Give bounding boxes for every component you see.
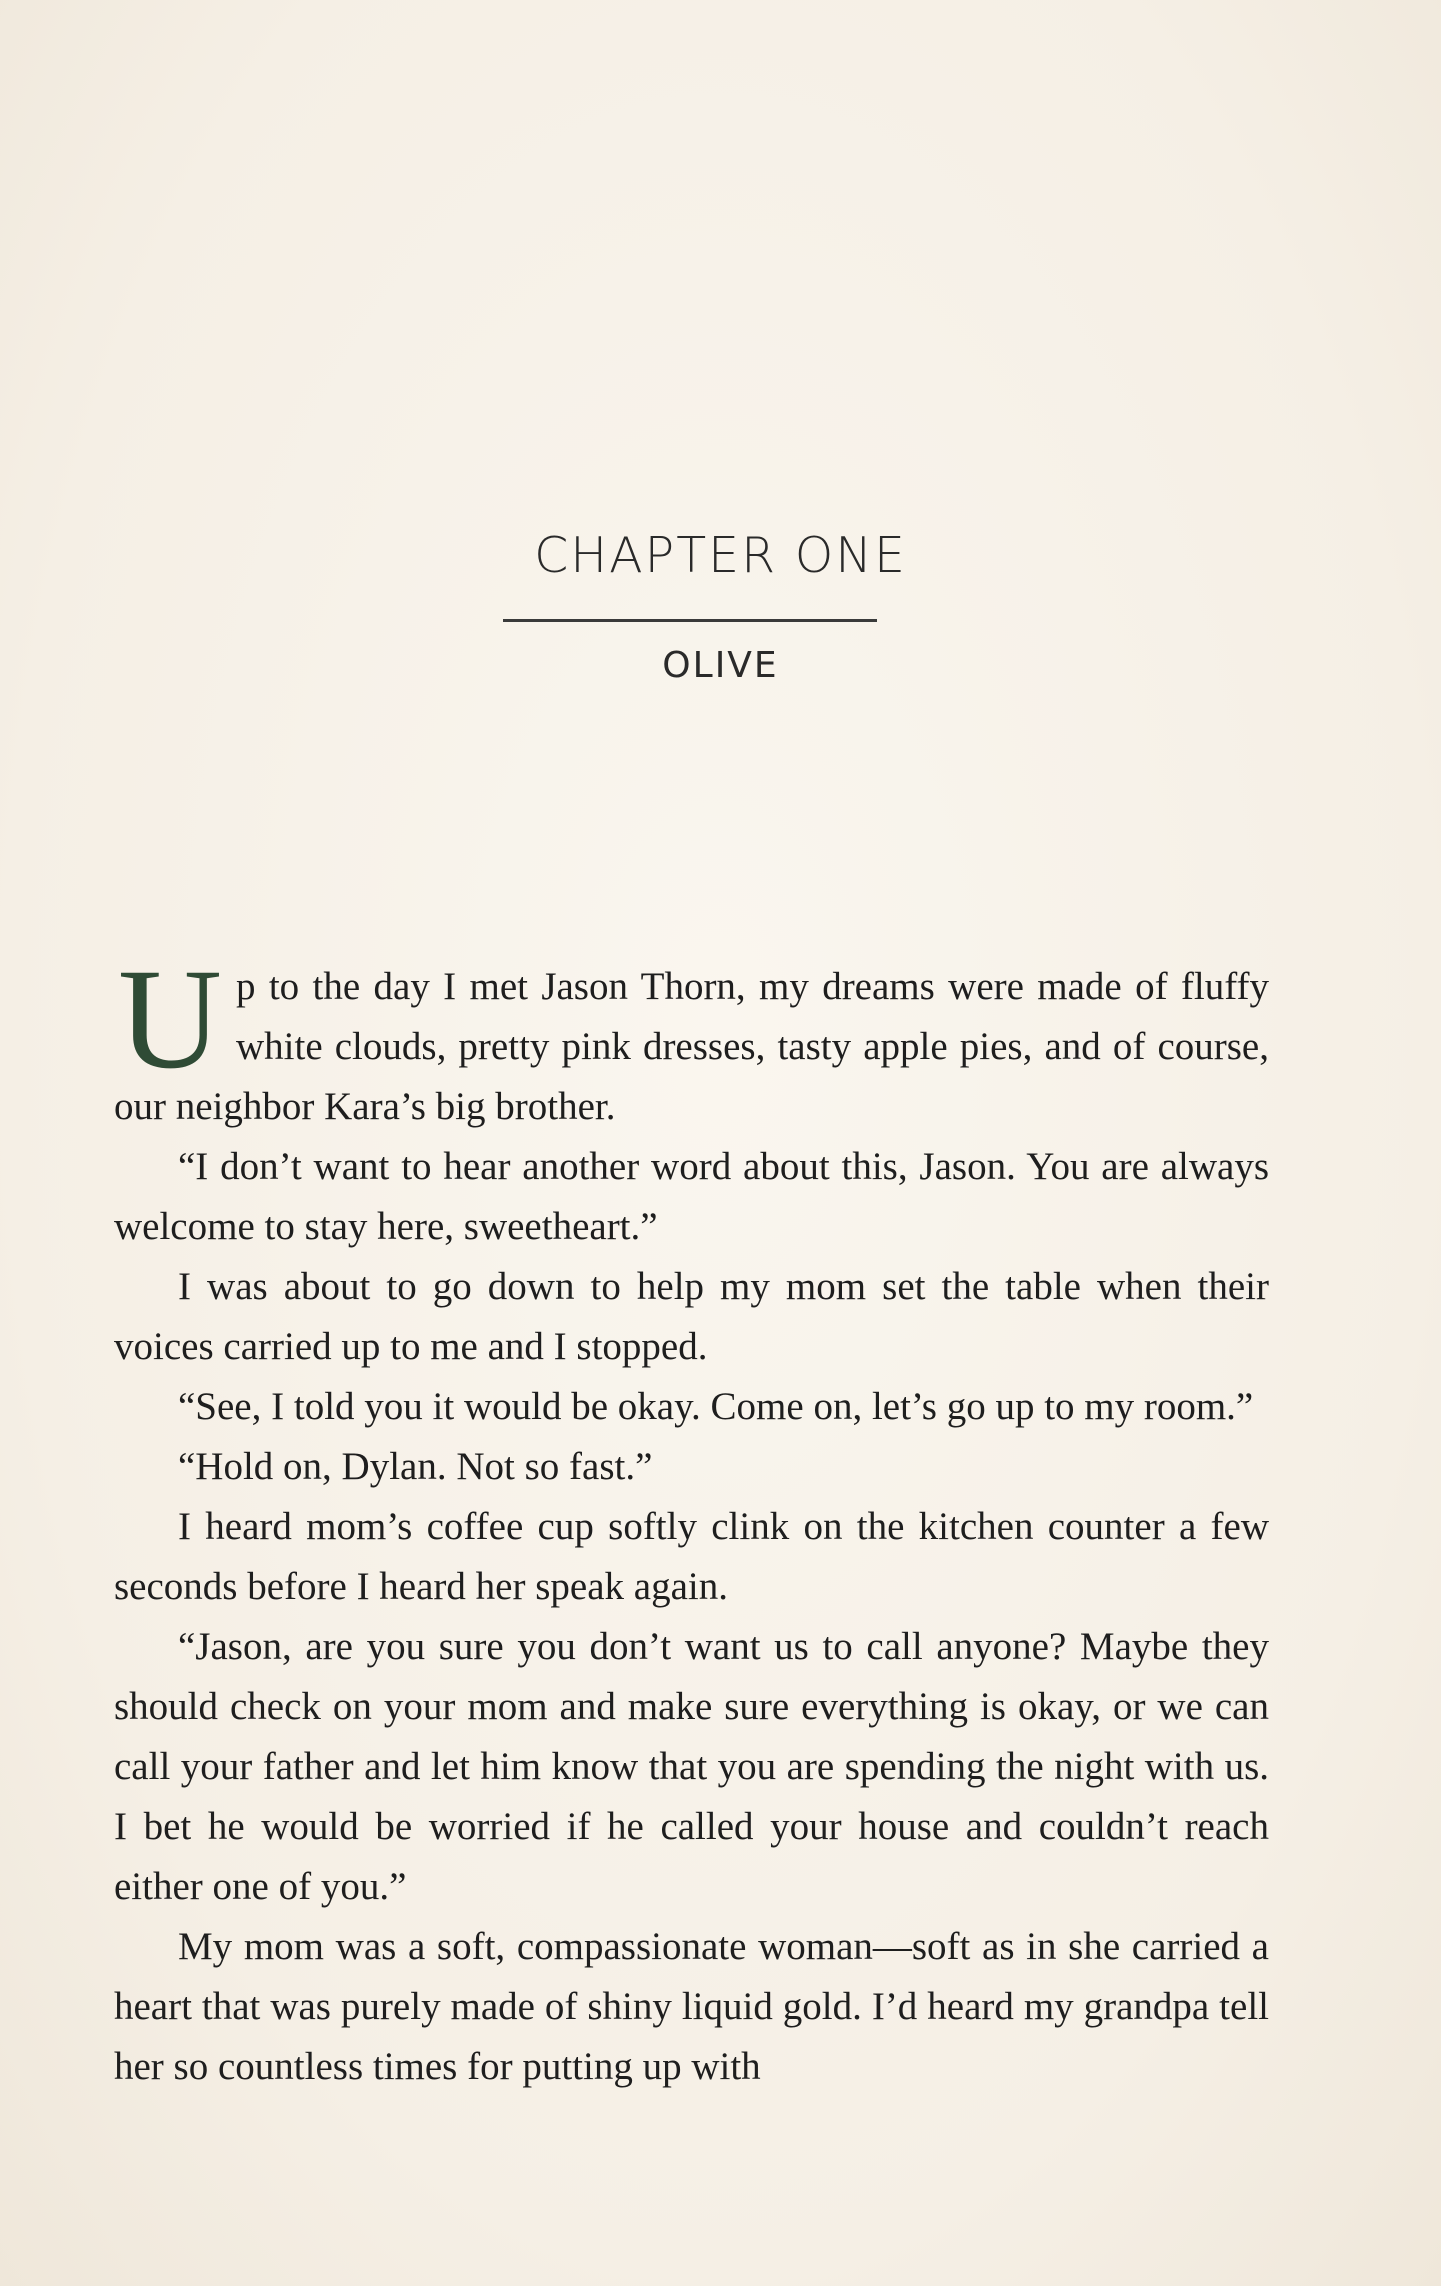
paragraph-text: p to the day I met Jason Thorn, my dreams were made of fluffy white clouds, pretty pink dresses, tasty apple pies, and of course, our neighbor Kara’s big brother. bbox=[114, 965, 1269, 1128]
paragraph: “I don’t want to hear another word about this, Jason. You are always welcome to stay here, sweetheart.” bbox=[114, 1145, 1269, 1248]
paragraph: I was about to go down to help my mom set the table when their voices carried up to me and I stopped. bbox=[114, 1265, 1269, 1368]
chapter-title: CHAPTER ONE bbox=[534, 527, 907, 584]
chapter-subtitle: OLIVE bbox=[662, 645, 779, 686]
paragraph: “See, I told you it would be okay. Come on, let’s go up to my room.” bbox=[178, 1385, 1254, 1428]
paragraph: My mom was a soft, compassionate woman—soft as in she carried a heart that was purely made of shiny liquid gold. I’d heard my grandpa tell her so countless times for putting up with bbox=[114, 1925, 1269, 2088]
paragraph: “Hold on, Dylan. Not so fast.” bbox=[178, 1445, 653, 1488]
chapter-divider bbox=[503, 619, 877, 622]
drop-cap: U bbox=[118, 940, 222, 1099]
paragraph: I heard mom’s coffee cup softly clink on the kitchen counter a few seconds before I heard her speak again. bbox=[114, 1505, 1269, 1608]
paragraph bbox=[114, 940, 1269, 1137]
chapter-body bbox=[114, 940, 1269, 2097]
paragraph: “Jason, are you sure you don’t want us to call anyone? Maybe they should check on your mom and make sure everything is okay, or we can call your father and let him know that you are spending the night with us. I bet he would be worried if he called your house and couldn’t reach either one of you.” bbox=[114, 1625, 1269, 1908]
